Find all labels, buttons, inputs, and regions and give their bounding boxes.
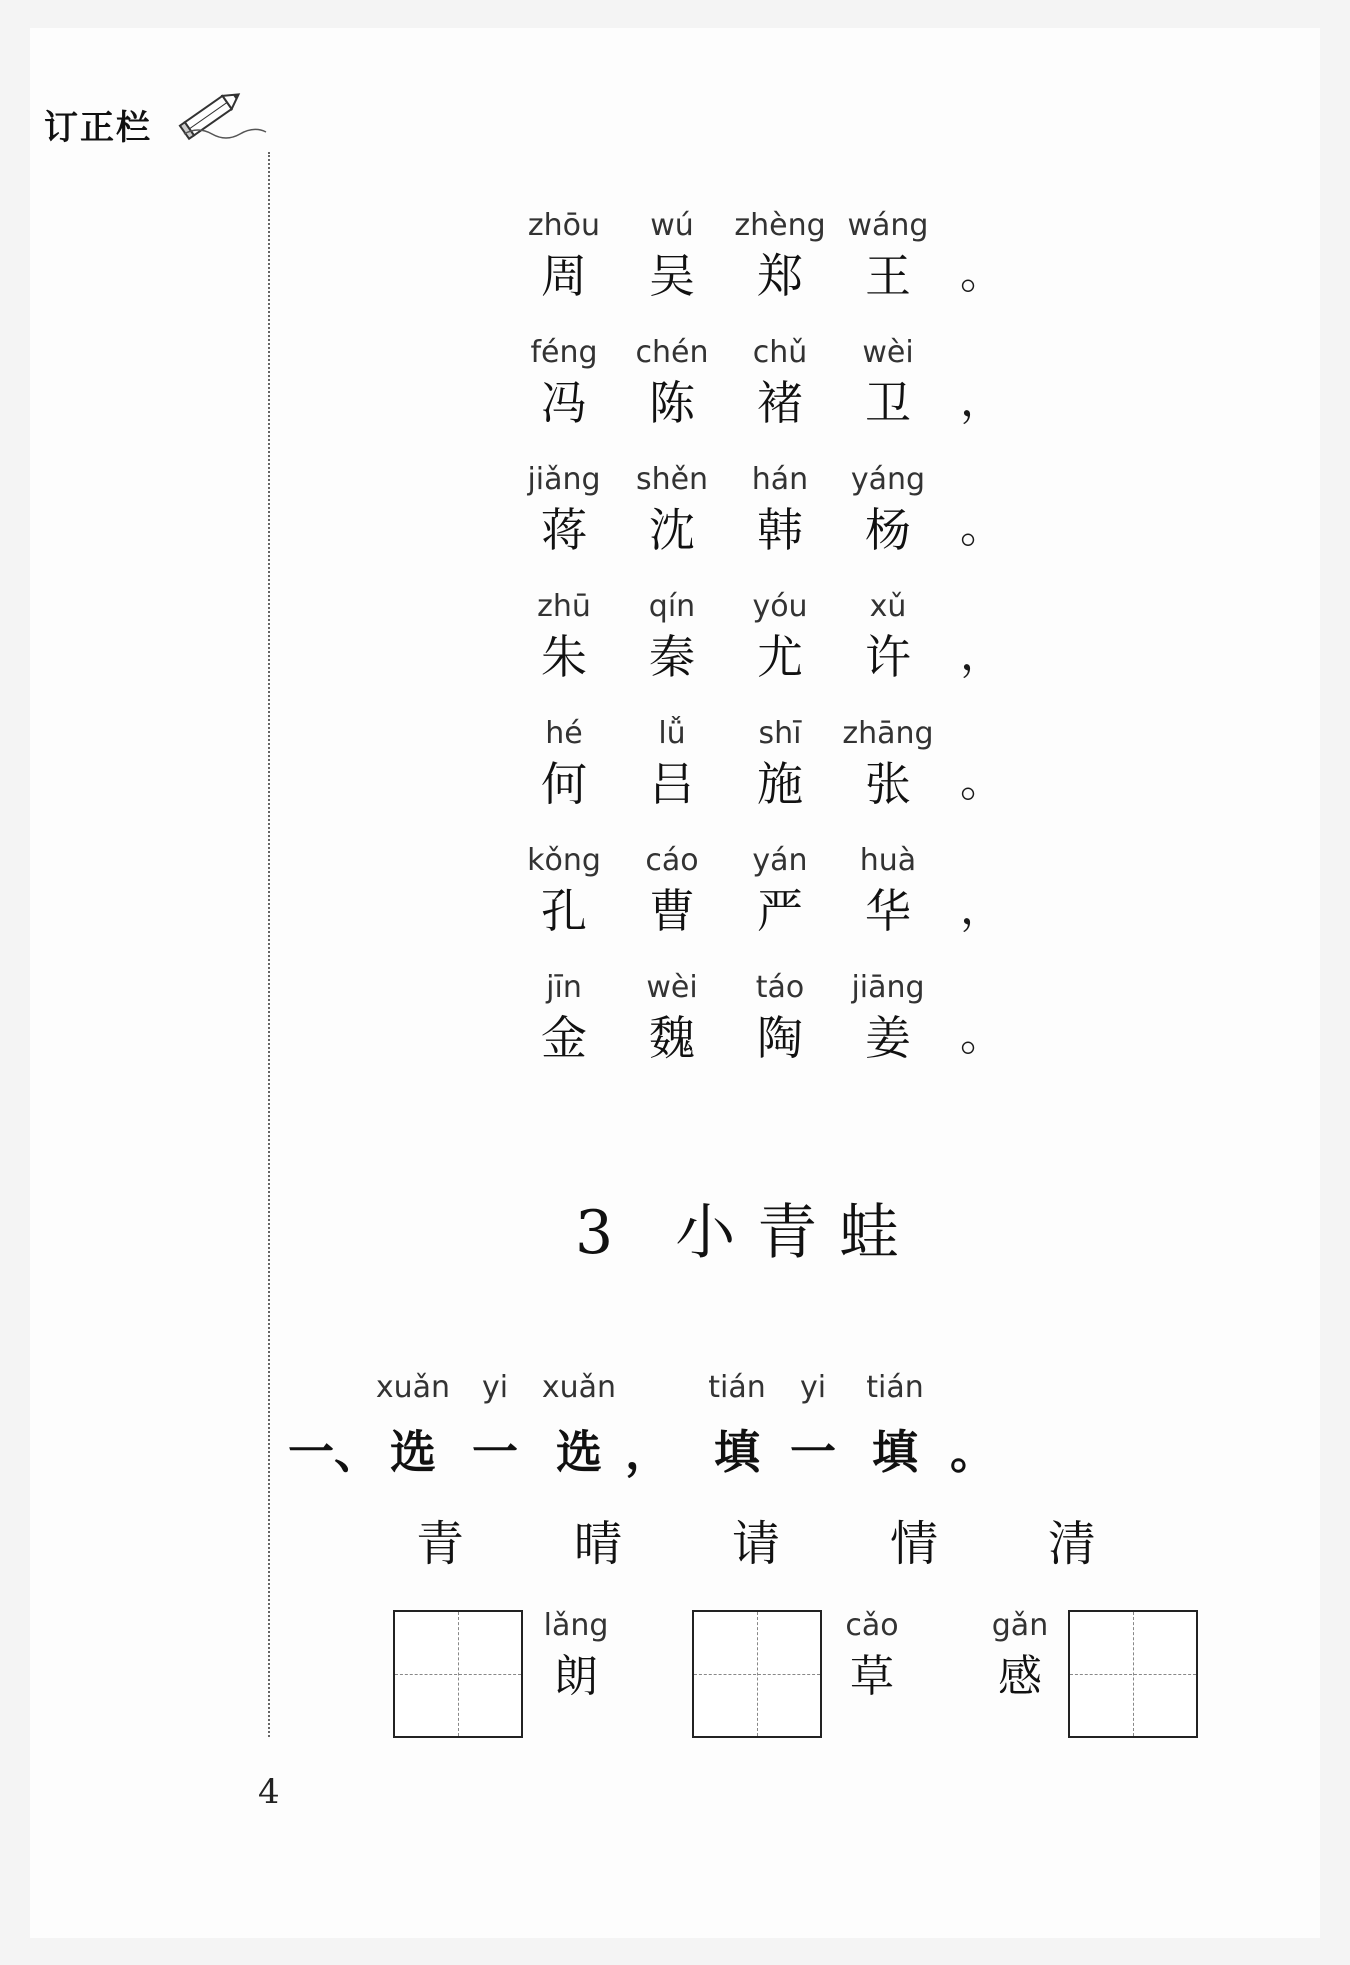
hanzi: 施 — [757, 757, 803, 811]
question-char: 选 — [390, 1425, 436, 1479]
hanzi: 杨 — [865, 503, 911, 557]
pinyin: yán — [752, 843, 808, 878]
hanzi: 陈 — [649, 376, 695, 430]
lesson-title — [575, 1185, 921, 1271]
pinyin: hé — [545, 716, 583, 751]
char-cell — [510, 586, 618, 686]
pinyin: zhōu — [527, 208, 601, 243]
pinyin: zhāng — [842, 716, 934, 751]
writing-grid-box[interactable] — [393, 1610, 523, 1738]
pinyin: huà — [859, 843, 917, 878]
page-number: 4 — [258, 1772, 280, 1812]
pinyin: jiǎng — [527, 462, 601, 497]
hanzi: 严 — [757, 884, 803, 938]
hanzi: 秦 — [649, 630, 695, 684]
rhyme-line — [510, 205, 1070, 332]
correction-divider — [268, 152, 270, 1737]
surname-rhyme — [510, 205, 1070, 1094]
char-cell — [726, 840, 834, 940]
hanzi: 冯 — [541, 376, 587, 430]
pinyin: wú — [650, 208, 694, 243]
char-cell — [726, 205, 834, 305]
char-cell — [510, 967, 618, 1067]
punctuation: 。 — [960, 248, 1004, 299]
pinyin: shěn — [635, 462, 709, 497]
char-cell — [834, 332, 942, 432]
pencil-icon — [178, 82, 268, 142]
hanzi: 金 — [541, 1011, 587, 1065]
question-char: 填 — [714, 1425, 760, 1479]
pinyin: wèi — [862, 335, 914, 370]
hanzi: 周 — [541, 249, 587, 303]
lesson-name: 小青蛙 — [675, 1198, 922, 1268]
pinyin: shī — [758, 716, 802, 751]
pinyin: féng — [530, 335, 598, 370]
pinyin: zhū — [537, 589, 591, 624]
question-char: ， — [625, 1425, 671, 1479]
punctuation: 。 — [960, 1010, 1004, 1061]
question-char: 。 — [950, 1425, 996, 1479]
char-cell — [510, 459, 618, 559]
word-fragment — [822, 1603, 922, 1705]
hanzi: 蒋 — [541, 503, 587, 557]
rhyme-line — [510, 332, 1070, 459]
hanzi: 陶 — [757, 1011, 803, 1065]
hanzi: 吴 — [649, 249, 695, 303]
rhyme-line — [510, 459, 1070, 586]
hanzi: 何 — [541, 757, 587, 811]
pinyin: hán — [751, 462, 809, 497]
hanzi: 郑 — [757, 249, 803, 303]
word-fragment — [970, 1603, 1070, 1705]
hanzi: 尤 — [757, 630, 803, 684]
char-cell — [834, 967, 942, 1067]
hanzi: 曹 — [649, 884, 695, 938]
char-cell — [726, 713, 834, 813]
question-char: 一 — [472, 1425, 518, 1479]
punctuation: ， — [960, 883, 1004, 934]
pinyin: yi — [799, 1370, 827, 1405]
pinyin: wáng — [847, 208, 929, 243]
pinyin: lǎng — [543, 1608, 609, 1643]
option-char: 情 — [889, 1516, 938, 1572]
pinyin: cáo — [645, 843, 699, 878]
char-cell — [618, 586, 726, 686]
punctuation: 。 — [960, 502, 1004, 553]
rhyme-line — [510, 967, 1070, 1094]
pinyin: yóu — [752, 589, 808, 624]
pinyin: táo — [755, 970, 805, 1005]
char-cell — [726, 332, 834, 432]
hanzi: 褚 — [757, 376, 803, 430]
hanzi: 草 — [850, 1651, 894, 1702]
option-char: 青 — [415, 1516, 464, 1572]
question-char: 选 — [556, 1425, 602, 1479]
hanzi: 吕 — [649, 757, 695, 811]
pinyin: wèi — [646, 970, 698, 1005]
char-cell — [834, 840, 942, 940]
hanzi: 许 — [865, 630, 911, 684]
pinyin: chén — [635, 335, 709, 370]
option-char: 清 — [1047, 1516, 1096, 1572]
hanzi: 沈 — [649, 503, 695, 557]
char-cell — [726, 459, 834, 559]
option-char: 晴 — [573, 1516, 622, 1572]
rhyme-line — [510, 840, 1070, 967]
char-cell — [618, 840, 726, 940]
punctuation: ， — [960, 375, 1004, 426]
writing-grid-box[interactable] — [692, 1610, 822, 1738]
correction-column-label: 订正栏 — [44, 108, 152, 148]
pinyin: xǔ — [869, 589, 907, 624]
pinyin: kǒng — [527, 843, 601, 878]
char-cell — [510, 713, 618, 813]
pinyin: chǔ — [752, 335, 808, 370]
pinyin: cǎo — [845, 1608, 899, 1643]
pinyin: jīn — [546, 970, 582, 1005]
char-cell — [618, 967, 726, 1067]
pinyin: zhèng — [734, 208, 826, 243]
char-cell — [618, 459, 726, 559]
punctuation: ， — [960, 629, 1004, 680]
hanzi: 朱 — [541, 630, 587, 684]
option-char: 请 — [731, 1516, 780, 1572]
rhyme-line — [510, 586, 1070, 713]
pinyin: xuǎn — [541, 1370, 617, 1405]
char-cell — [618, 205, 726, 305]
pinyin: gǎn — [991, 1608, 1049, 1643]
lesson-number: 3 — [575, 1198, 636, 1268]
pinyin: tián — [708, 1370, 766, 1405]
hanzi: 感 — [998, 1651, 1042, 1702]
char-cell — [726, 586, 834, 686]
pinyin: qín — [648, 589, 696, 624]
question-char: 填 — [872, 1425, 918, 1479]
char-cell — [834, 205, 942, 305]
hanzi: 卫 — [865, 376, 911, 430]
char-cell — [510, 332, 618, 432]
pinyin: lǚ — [658, 716, 686, 751]
char-cell — [726, 967, 834, 1067]
char-cell — [834, 586, 942, 686]
char-cell — [618, 713, 726, 813]
punctuation: 。 — [960, 756, 1004, 807]
hanzi: 王 — [865, 249, 911, 303]
hanzi: 孔 — [541, 884, 587, 938]
char-cell — [510, 840, 618, 940]
pinyin: yáng — [850, 462, 926, 497]
hanzi: 华 — [865, 884, 911, 938]
char-cell — [510, 205, 618, 305]
question-number: 一、 — [288, 1425, 380, 1479]
char-cell — [834, 713, 942, 813]
pinyin: xuǎn — [375, 1370, 451, 1405]
pinyin: yi — [481, 1370, 509, 1405]
hanzi: 张 — [865, 757, 911, 811]
pinyin: jiāng — [851, 970, 925, 1005]
hanzi: 韩 — [757, 503, 803, 557]
pinyin: tián — [866, 1370, 924, 1405]
char-cell — [618, 332, 726, 432]
char-cell — [834, 459, 942, 559]
rhyme-line — [510, 713, 1070, 840]
hanzi: 魏 — [649, 1011, 695, 1065]
question-char: 一 — [790, 1425, 836, 1479]
hanzi: 朗 — [554, 1651, 598, 1702]
writing-grid-box[interactable] — [1068, 1610, 1198, 1738]
word-fragment — [526, 1603, 626, 1705]
hanzi: 姜 — [865, 1011, 911, 1065]
